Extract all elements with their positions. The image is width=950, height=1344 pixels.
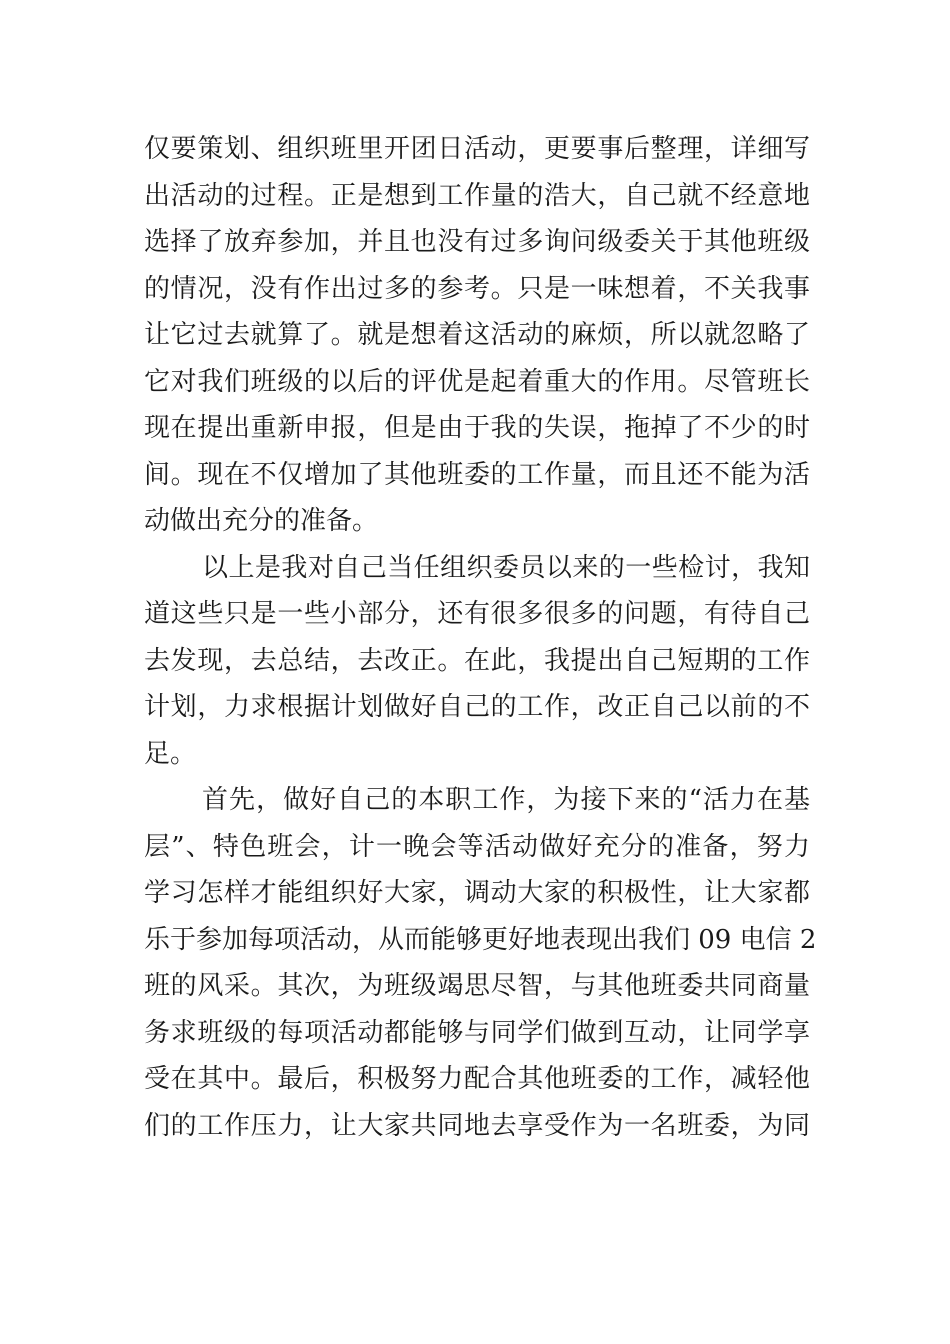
text-line: 动做出充分的准备。	[144, 506, 379, 536]
text-line: 班的风采。其次，为班级竭思尽智，与其他班委共同商量	[144, 971, 810, 1001]
text-line: 的情况，没有作出过多的参考。只是一味想着，不关我事	[144, 273, 810, 304]
document-body	[144, 126, 817, 1149]
text-line: 它对我们班级的以后的评优是起着重大的作用。尽管班长	[144, 366, 810, 397]
paragraph-3	[144, 777, 817, 1149]
text-line: 选择了放弃参加，并且也没有过多询问级委关于其他班级	[144, 227, 810, 257]
text-line: 受在其中。最后，积极努力配合其他班委的工作，减轻他	[144, 1064, 810, 1094]
text-line: 间。现在不仅增加了其他班委的工作量，而且还不能为活	[144, 459, 810, 490]
text-line: 层”、特色班会，计一晚会等活动做好充分的准备，努力	[144, 831, 810, 862]
text-line: 首先，做好自己的本职工作，为接下来的“活力在基	[202, 785, 810, 815]
text-line: 足。	[144, 738, 197, 769]
text-line: 道这些只是一些小部分，还有很多很多的问题，有待自己	[144, 599, 810, 629]
text-line: 现在提出重新申报，但是由于我的失误，拖掉了不少的时	[144, 413, 810, 443]
text-line: 乐于参加每项活动，从而能够更好地表现出我们 09 电信 2	[144, 924, 817, 955]
text-line: 们的工作压力，让大家共同地去享受作为一名班委，为同	[144, 1110, 810, 1141]
text-line: 仅要策划、组织班里开团日活动，更要事后整理，详细写	[144, 134, 810, 164]
text-line: 去发现，去总结，去改正。在此，我提出自己短期的工作	[144, 645, 810, 676]
text-line: 学习怎样才能组织好大家，调动大家的积极性，让大家都	[144, 878, 810, 908]
text-line: 以上是我对自己当任组织委员以来的一些检讨，我知	[202, 552, 810, 583]
text-line: 务求班级的每项活动都能够与同学们做到互动，让同学享	[144, 1017, 810, 1048]
text-line: 计划，力求根据计划做好自己的工作，改正自己以前的不	[144, 692, 810, 722]
paragraph-1	[144, 126, 810, 545]
paragraph-2	[144, 545, 810, 778]
text-line: 出活动的过程。正是想到工作量的浩大，自己就不经意地	[144, 180, 810, 211]
text-line: 让它过去就算了。就是想着这活动的麻烦，所以就忽略了	[144, 320, 810, 350]
